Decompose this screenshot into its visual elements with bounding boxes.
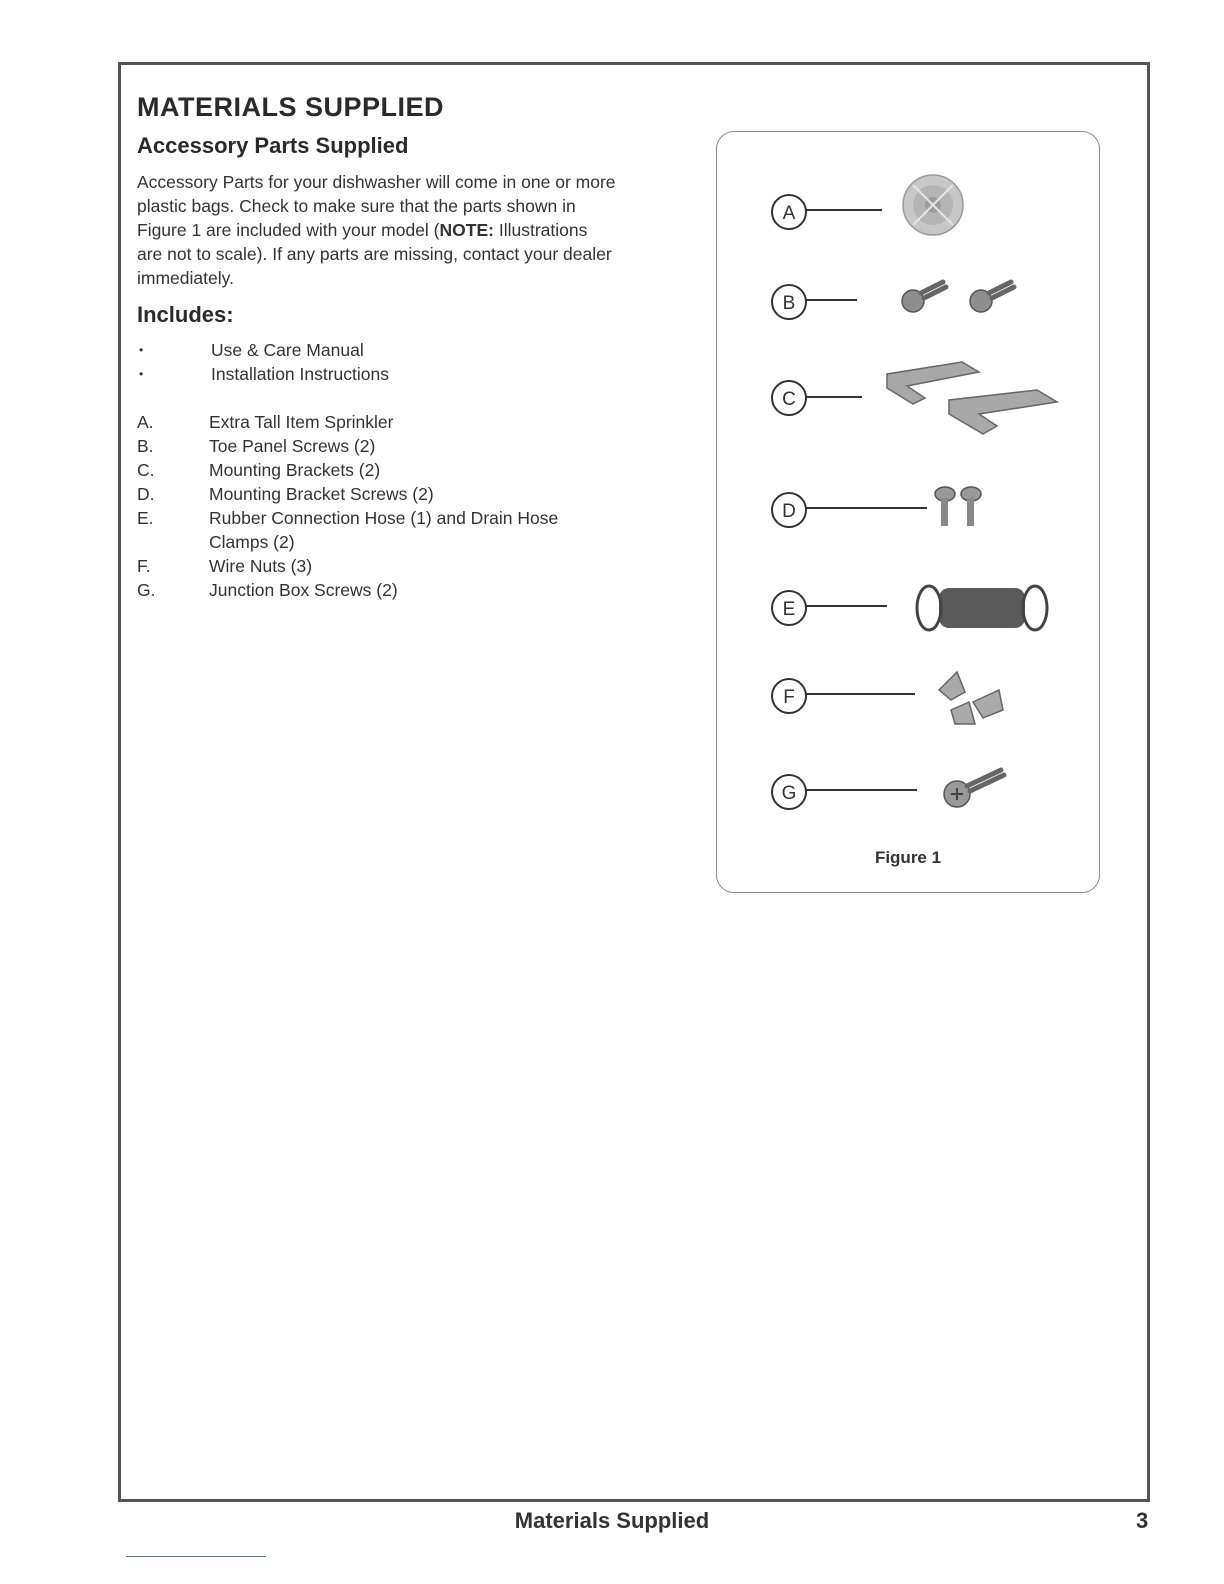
part-name: Wire Nuts (3) [209,556,313,576]
page-number: 3 [1136,1508,1149,1533]
list-item [137,338,611,362]
list-item [137,578,609,602]
includes-heading: Includes: [137,302,234,327]
part-name: Rubber Connection Hose (1) and Drain Hose Clamps (2) [209,508,559,552]
intro-text-before: Accessory Parts for your dishwasher will come in one or more plastic bags. Check to make sure that the parts shown in Figure 1 are included with your model ( [137,172,616,240]
part-key: D. [137,484,155,504]
part-key: E. [137,508,154,528]
list-item [137,482,609,506]
part-key: F. [137,556,151,576]
sprinkler-icon [717,172,1101,242]
figure-label-d: D [782,501,796,522]
figure-1 [716,131,1100,893]
includes-bullet-list [137,338,611,386]
mounting-brackets-icon [717,352,1101,452]
figure-row-e [717,566,1099,636]
bullet-marker: • [139,367,144,381]
part-key: B. [137,436,154,456]
part-name: Junction Box Screws (2) [209,580,398,600]
figure-label-c: C [782,389,796,410]
list-item [137,362,611,386]
footer-title: Materials Supplied [514,1508,710,1533]
parts-list [137,410,609,602]
figure-label-b: B [782,293,796,314]
bullet-marker: • [139,343,144,357]
list-item [137,410,609,434]
junction-box-screw-icon [717,756,1101,826]
figure-row-b [717,268,1099,338]
section-subtitle: Accessory Parts Supplied [137,133,409,158]
figure-row-a [717,172,1099,242]
link-underline [126,1556,266,1557]
part-name: Mounting Bracket Screws (2) [209,484,434,504]
figure-label-g: G [781,783,797,804]
figure-row-g [717,756,1099,826]
figure-row-f [717,662,1099,732]
figure-row-c [717,352,1099,422]
part-key: A. [137,412,154,432]
part-name: Extra Tall Item Sprinkler [209,412,394,432]
hose-and-clamps-icon [717,566,1101,646]
list-item [137,554,609,578]
list-item [137,434,609,458]
list-item-text: Installation Instructions [211,364,390,384]
page-title: MATERIALS SUPPLIED [137,92,445,122]
intro-text-after: Illustrations are not to scale). If any parts are missing, contact your dealer immediately. [137,220,612,288]
part-name: Mounting Brackets (2) [209,460,381,480]
list-item [137,506,609,554]
part-name: Toe Panel Screws (2) [209,436,376,456]
toe-panel-screws-icon [717,268,1101,338]
figure-row-d [717,478,1099,548]
figure-label-f: F [783,687,795,708]
figure-label-a: A [782,203,796,224]
wire-nuts-icon [717,662,1101,732]
bracket-screws-icon [717,478,1101,548]
figure-label-e: E [782,599,796,620]
list-item [137,458,609,482]
note-label: NOTE: [439,220,494,240]
part-key: C. [137,460,155,480]
part-key: G. [137,580,156,600]
list-item-text: Use & Care Manual [211,340,364,360]
figure-caption: Figure 1 [874,848,942,867]
intro-paragraph [137,170,617,290]
